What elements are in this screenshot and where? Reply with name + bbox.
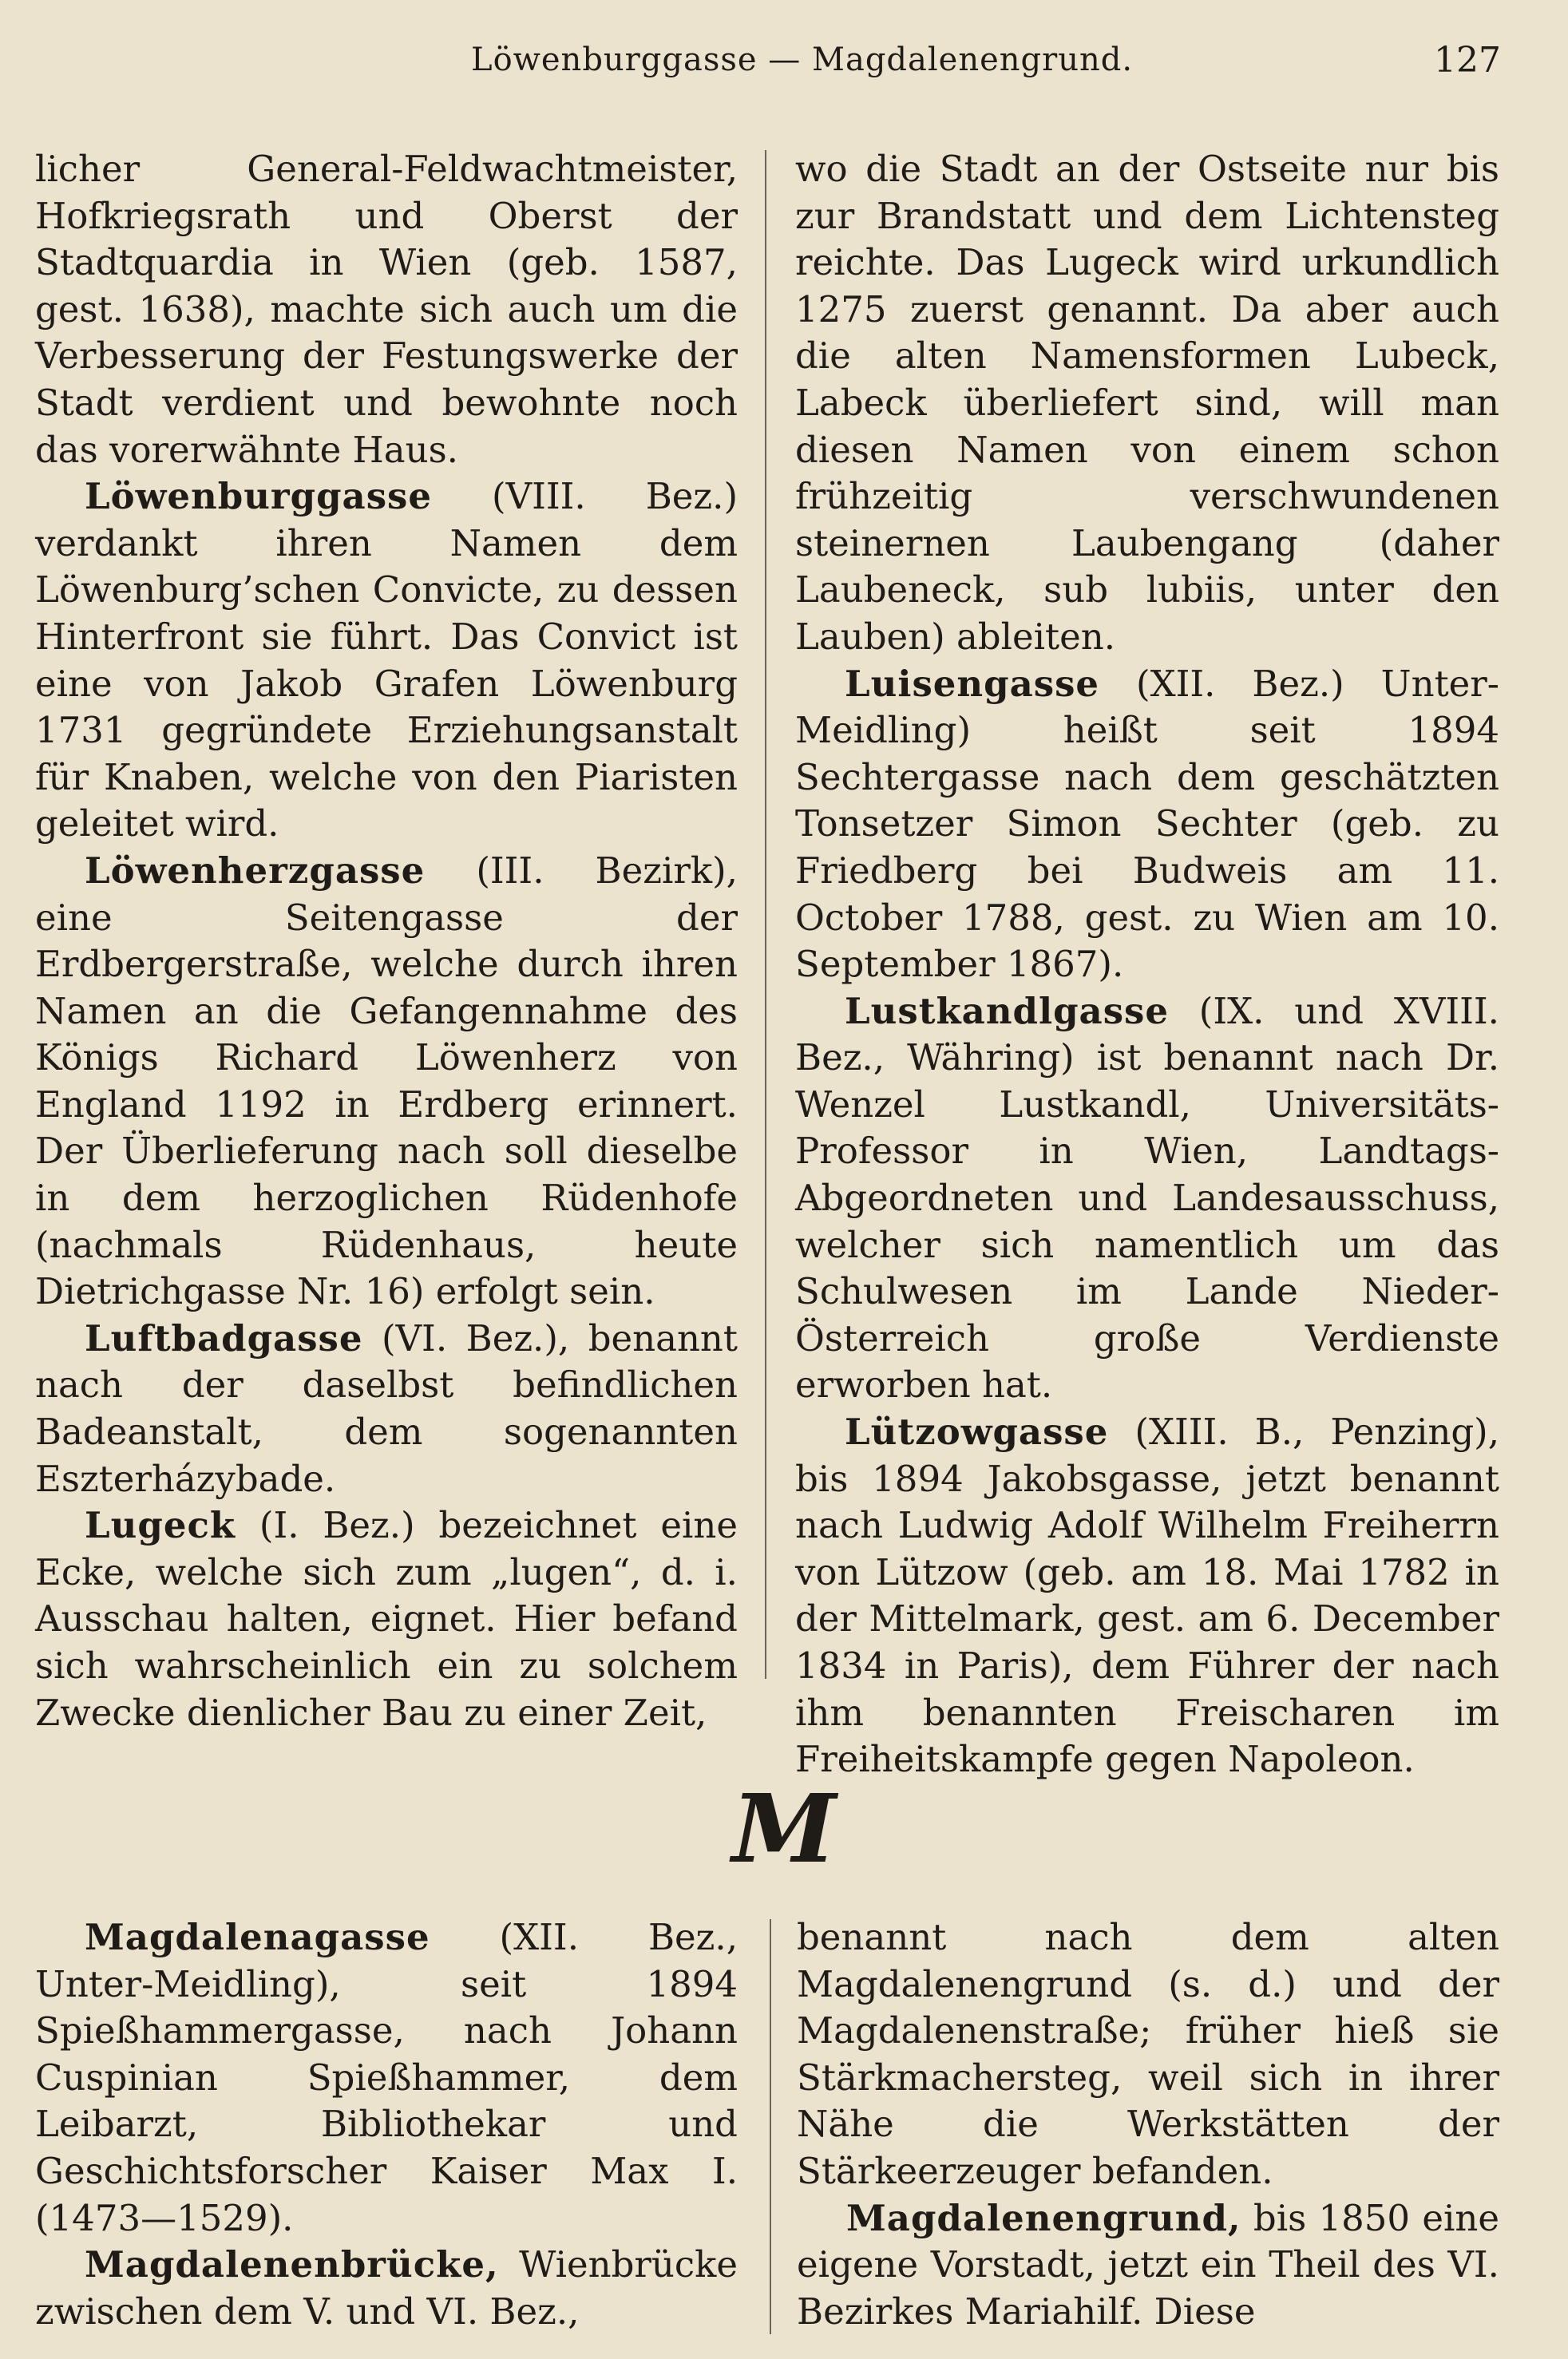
headword: Magdalenagasse [85, 1916, 430, 1958]
entry-text: (III. Bezirk), eine Seitengasse der Erdbergerstraße, welche durch ihren Namen an die Gefangennahme des Königs Richard Löwenherz von England 1192 in Erdberg erinnert. Der Überlieferung nach soll dieselbe in dem herzoglichen Rüdenhofe (nachmals Rüdenhaus, heute Dietrichgasse Nr. 16) erfolgt sein. [35, 849, 738, 1313]
continuation-paragraph: benannt nach dem alten Magdalenengrund (s. d.) und der Magdalenenstraße; früher hieß sie Stärkmachersteg, weil sich in ihrer Nähe die Werkstätten der Stärkeerzeuger befanden. [797, 1916, 1499, 2192]
headword: Magdalenenbrücke, [85, 2243, 499, 2286]
continuation-paragraph: licher General-Feldwachtmeister, Hofkriegsrath und Oberst der Stadtquardia in Wien (geb. 1587, gest. 1638), machte sich auch um die Verbesserung der Festungswerke der Stadt verdient und bewohnte noch das vorerwähnte Haus. [35, 148, 738, 471]
entry-text: (IX. und XVIII. Bez., Währing) ist benannt nach Dr. Wenzel Lustkandl, Universitäts-Professor in Wien, Landtags-Abgeordneten und Landesausschuss, welcher sich namentlich um das Schulwesen im Lande Nieder-Österreich große Verdienste erworben hat. [795, 989, 1499, 1407]
entry-luetzowgasse [795, 1409, 1499, 1783]
entry-text: Wienbrücke zwischen dem V. und VI. Bez., [35, 2243, 738, 2333]
headword: Lustkandlgasse [845, 989, 1170, 1032]
page-number: 127 [1434, 40, 1501, 81]
entry-loewenburggasse [35, 473, 738, 848]
headword: Löwenherzgasse [85, 849, 426, 892]
entry-luftbadgasse [35, 1316, 738, 1502]
headword: Lützowgasse [845, 1411, 1109, 1454]
entry-text: bis 1850 eine eigene Vorstadt, jetzt ein Theil des VI. Bezirkes Mariahilf. Diese [797, 2196, 1499, 2333]
running-title: Löwenburggasse — Magdalenengrund. [471, 42, 1134, 78]
bottom-right-column [797, 1914, 1499, 2335]
continuation-paragraph: wo die Stadt an der Ostseite nur bis zur Brandstatt und dem Lichtensteg reichte. Das Lugeck wird urkundlich 1275 zuerst genannt. Da aber auch die alten Namensformen Lubeck, Labeck überliefert sind, will man diesen Namen von einem schon frühzeitig verschwundenen steinernen Laubengang (daher Laubeneck, sub lubiis, unter den Lauben) ableiten. [795, 148, 1499, 658]
entry-luisengasse [795, 661, 1499, 988]
entry-text: (VI. Bez.), benannt nach der daselbst befindlichen Badeanstalt, dem sogenannten Eszterházybade. [35, 1316, 738, 1500]
entry-text: (I. Bez.) bezeichnet eine Ecke, welche sich zum „lugen“, d. i. Ausschau halten, eignet. Hier befand sich wahrscheinlich ein zu solchem Zwecke dienlicher Bau zu einer Zeit, [35, 1504, 738, 1734]
headword: Luisengasse [845, 662, 1100, 705]
entry-loewenherzgasse [35, 848, 738, 1316]
bottom-left-column [35, 1914, 738, 2335]
entry-text: (XIII. B., Penzing), bis 1894 Jakobsgasse, jetzt benannt nach Ludwig Adolf Wilhelm Freiherrn von Lützow (geb. am 18. Mai 1782 in der Mittelmark, gest. am 6. December 1834 in Paris), dem Führer der nach ihm benannten Freischaren im Freiheitskampfe gegen Napoleon. [795, 1411, 1499, 1781]
top-right-column [795, 146, 1499, 1783]
entry-text: (VIII. Bez.) verdankt ihren Namen dem Löwenburg’schen Convicte, zu dessen Hinterfront sie führt. Das Convict ist eine von Jakob Grafen Löwenburg 1731 gegründete Erziehungsanstalt für Knaben, welche von den Piaristen geleitet wird. [35, 475, 738, 845]
entry-text: (XII. Bez., Unter-Meidling), seit 1894 Spießhammergasse, nach Johann Cuspinian Spießhammer, dem Leibarzt, Bibliothekar und Geschichtsforscher Kaiser Max I. (1473—1529). [35, 1916, 738, 2239]
top-left-column [35, 146, 738, 1736]
headword: Löwenburggasse [85, 475, 433, 518]
entry-magdalenenbruecke [35, 2242, 738, 2335]
headword: Luftbadgasse [85, 1316, 363, 1360]
entry-lustkandlgasse [795, 988, 1499, 1409]
entry-magdalenengrund [797, 2195, 1499, 2336]
column-divider-top [765, 150, 766, 1679]
entry-magdalenagasse [35, 1914, 738, 2242]
column-divider-bottom [770, 1919, 771, 2334]
entry-text: (XII. Bez.) Unter-Meidling) heißt seit 1894 Sechtergasse nach dem geschätzten Tonsetzer Simon Sechter (geb. zu Friedberg bei Budweis am 11. October 1788, gest. zu Wien am 10. September 1867). [795, 662, 1499, 986]
headword: Magdalenengrund, [846, 2196, 1241, 2239]
headword: Lugeck [85, 1504, 236, 1547]
entry-lugeck [35, 1502, 738, 1736]
section-letter: M [731, 1773, 837, 1884]
